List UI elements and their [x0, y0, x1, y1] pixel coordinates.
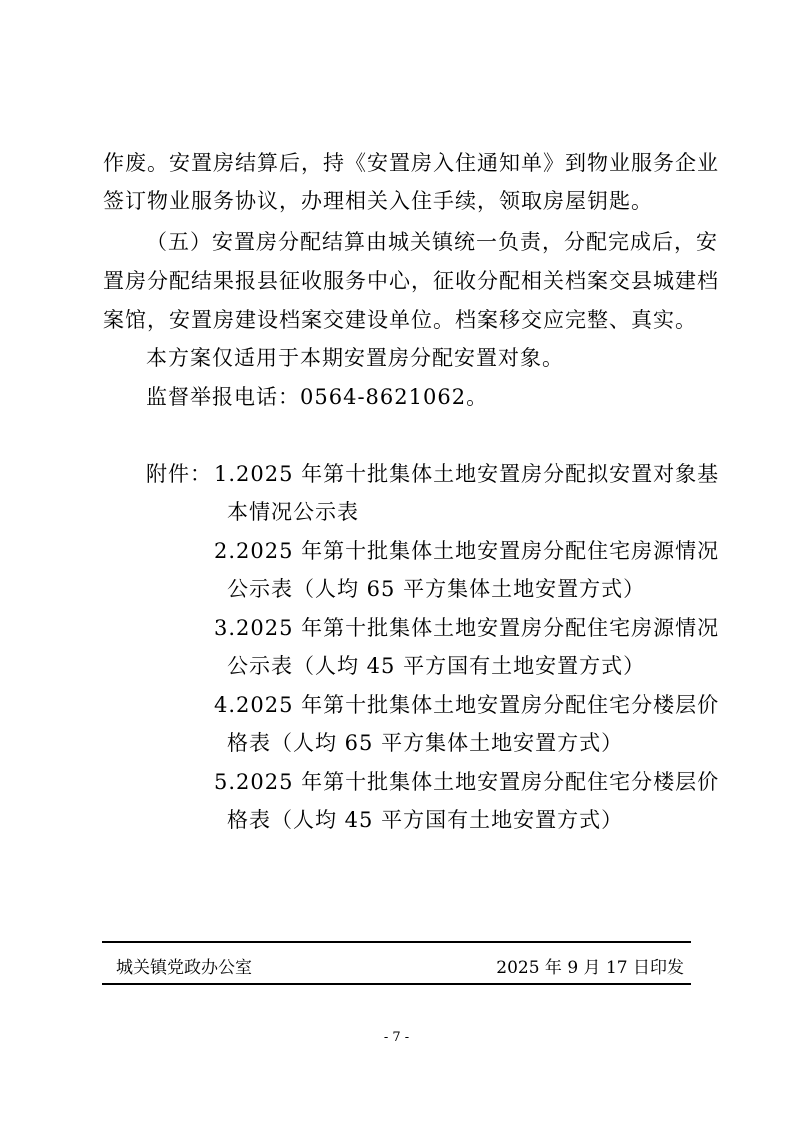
attachment-1-line-2: 本情况公示表: [227, 500, 359, 524]
attachment-4-line-2: 格表（人均 65 平方集体土地安置方式）: [227, 731, 624, 755]
attachment-3-line-1: 3.2025 年第十批集体土地安置房分配住宅房源情况: [214, 616, 720, 640]
attachments-label: 附件：: [146, 462, 212, 486]
attachment-2-line-2: 公示表（人均 65 平方集体土地安置方式）: [227, 577, 646, 601]
paragraph-2-line-2: 置房分配结果报县征收服务中心，征收分配相关档案交县城建档: [103, 269, 719, 293]
footer-bottom-rule: [102, 983, 691, 985]
paragraph-1-line-2: 签订物业服务协议，办理相关入住手续，领取房屋钥匙。: [103, 189, 653, 213]
attachment-5-line-1: 5.2025 年第十批集体土地安置房分配住宅分楼层价: [214, 770, 720, 794]
attachment-2-line-1: 2.2025 年第十批集体土地安置房分配住宅房源情况: [214, 539, 720, 563]
paragraph-1-line-1: 作废。安置房结算后，持《安置房入住通知单》到物业服务企业: [103, 151, 719, 175]
footer-date: 2025 年 9 月 17 日印发: [496, 958, 684, 978]
footer-top-rule: [102, 941, 691, 943]
attachment-3-line-2: 公示表（人均 45 平方国有土地安置方式）: [227, 654, 646, 678]
supervision-phone: 监督举报电话：0564-8621062。: [146, 385, 489, 409]
paragraph-2-line-1: （五）安置房分配结算由城关镇统一负责，分配完成后，安: [146, 230, 718, 254]
paragraph-2-line-3: 案馆，安置房建设档案交建设单位。档案移交应完整、真实。: [103, 308, 697, 332]
attachment-5-line-2: 格表（人均 45 平方国有土地安置方式）: [227, 808, 624, 832]
page-number: - 7 -: [383, 1030, 410, 1045]
paragraph-3: 本方案仅适用于本期安置房分配安置对象。: [146, 346, 564, 370]
footer-issuer: 城关镇党政办公室: [116, 958, 252, 978]
attachment-4-line-1: 4.2025 年第十批集体土地安置房分配住宅分楼层价: [214, 693, 720, 717]
attachment-1-line-1: 1.2025 年第十批集体土地安置房分配拟安置对象基: [214, 462, 720, 486]
